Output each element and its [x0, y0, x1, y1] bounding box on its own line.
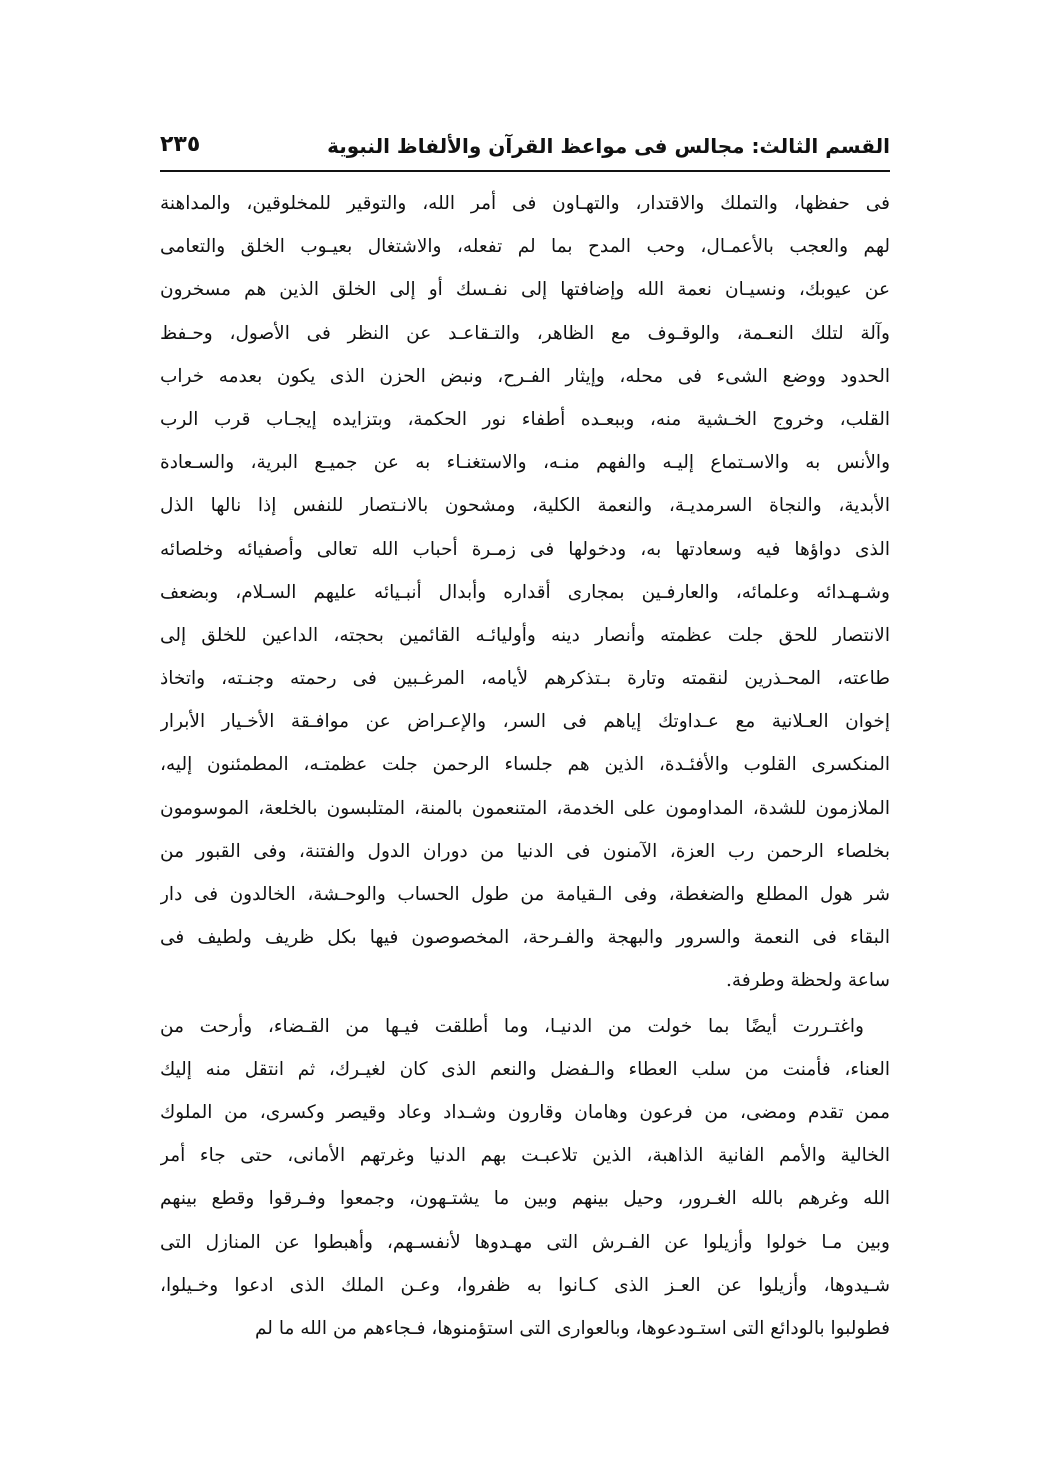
text-line: فى حفظها، والتملك والاقتدار، والتهـاون فى أمر الله، والتوقير للمخلوقين، والمداهنة — [160, 193, 890, 214]
text-line: ساعة ولحظة وطرفة. — [726, 970, 890, 992]
text-line: شـيدوها، وأزيلوا عن العـز الذى كـانوا به ظفروا، وعـن الملك الذى ادعوا وخـيلوا، — [160, 1274, 890, 1296]
header-section-label: القسم الثالث: — [751, 134, 890, 158]
text-line: وبين مـا خولوا وأزيلوا عن الفـرش التى مهـدوها لأنفسـهم، وأهبطوا عن المنازل التى — [160, 1231, 890, 1253]
text-line: وشـهـدائه وعلمائه، والعارفـين بمجارى أقداره وأبدال أنبـيائه عليهم السـلام، وبضعف — [160, 581, 890, 603]
text-line: فطولبوا بالودائع التى استـودعوها، وبالعوارى التى استؤمنوها، فـجاءهم من الله ما لم — [255, 1317, 890, 1339]
text-line: الأبدية، والنجاة السرمديـة، والنعمة الكلية، ومشحون بالانـتصار للنفس إذا نالها الذل — [160, 495, 890, 517]
text-line: واغتـررت أيضًا بما خولت من الدنيـا، وما أطلقت فيـها من القـضاء، وأرحت من — [160, 1015, 864, 1037]
text-line: الذى دواؤها فيه وسعادتها به، ودخولها فى زمـرة أحباب الله تعالى وأصفيائه وخلصائه — [160, 538, 890, 560]
text-line: إخوان العـلانية مع عـداوتك إياهم فى السر، والإعـراض عن موافـقة الأخـيار الأبرار — [160, 711, 890, 733]
text-line: المنكسرى القلوب والأفئـدة، الذين هم جلساء الرحمن جلت عظمتـه، المطمئنون إليه، — [160, 754, 890, 776]
header-chapter-title: مجالس فى مواعظ القرآن والألفاظ النبوية — [327, 134, 745, 158]
text-line: القلب، وخروج الخـشية منه، وببعـده أطفاء نور الحكمة، وبتزايده إيجـاب قرب الرب — [160, 408, 890, 430]
text-line: الله وغرهم بالله الغـرور، وحيل بينهم وبين ما يشتـهون، وجمعوا وفـرقوا وقطع بينهم — [160, 1188, 890, 1210]
page-number: ٢٣٥ — [160, 132, 201, 157]
paragraph — [160, 1005, 890, 1351]
header-divider — [160, 170, 890, 172]
text-line: بخلصاء الرحمن رب العزة، الآمنون فى الدنيا من دوران الدول والفتنة، وفى القبور من — [160, 840, 890, 862]
text-line: البقاء فى النعمة والسرور والبهجة والفـرحة، المخصوصون فيها بكل ظريف ولطيف فى — [160, 927, 890, 949]
text-line: لهم والعجب بالأعمـال، وحب المدح بما لم تفعله، والاشتغال بعيـوب الخلق والتعامى — [160, 236, 890, 258]
running-header — [160, 128, 890, 168]
text-line: الخالية والأمم الفانية الذاهبة، الذين تلاعبـت بهم الدنيا وغرتهم الأمانى، حتى جاء أمر — [160, 1145, 890, 1167]
text-line: الحدود ووضع الشىء فى محله، وإيثار الفـرح، ونبض الحزن الذى يكون بعدمه خراب — [160, 365, 890, 387]
header-title — [327, 134, 890, 158]
text-line: ممن تقدم ومضى، من فرعون وهامان وقارون وشـداد وعاد وقيصر وكسرى، من الملوك — [160, 1101, 890, 1123]
text-line: والأنس به والاسـتماع إليـه والفهم منـه، والاستغنـاء به عن جميـع البرية، والسـعادة — [160, 452, 890, 474]
text-line: العناء، فأمنت من سلب العطاء والـفضل والنعم الذى كان لغيـرك، ثم انتقل منه إليك — [160, 1058, 890, 1080]
text-line: الانتصار للحق جلت عظمته وأنصار دينه وأوليائـه القائمين بحجته، الداعين للخلق إلى — [160, 624, 890, 646]
text-line: طاعته، المحـذرين لنقمته وتارة بـتذكرهم لأيامه، المرغـبين فى رحمته وجنـته، واتخاذ — [160, 668, 890, 690]
text-line: وآلة لتلك النعـمة، والوقـوف مع الظاهر، والتـقاعـد عن النظر فى الأصول، وحـفظ — [160, 322, 890, 344]
paragraph — [160, 182, 890, 1003]
text-line: شر هول المطلع والضغطة، وفى الـقيامة من طول الحساب والوحـشة، الخالدون فى دار — [160, 884, 890, 905]
body-text — [160, 182, 890, 1350]
text-line: الملازمون للشدة، المداومون على الخدمة، المتنعمون بالمنة، المتلبسون بالخلعة، الموسومون — [160, 797, 890, 819]
text-line: عن عيوبك، ونسيـان نعمة الله وإضافتها إلى نفـسك أو إلى الخلق الذين هم مسخرون — [160, 279, 890, 301]
